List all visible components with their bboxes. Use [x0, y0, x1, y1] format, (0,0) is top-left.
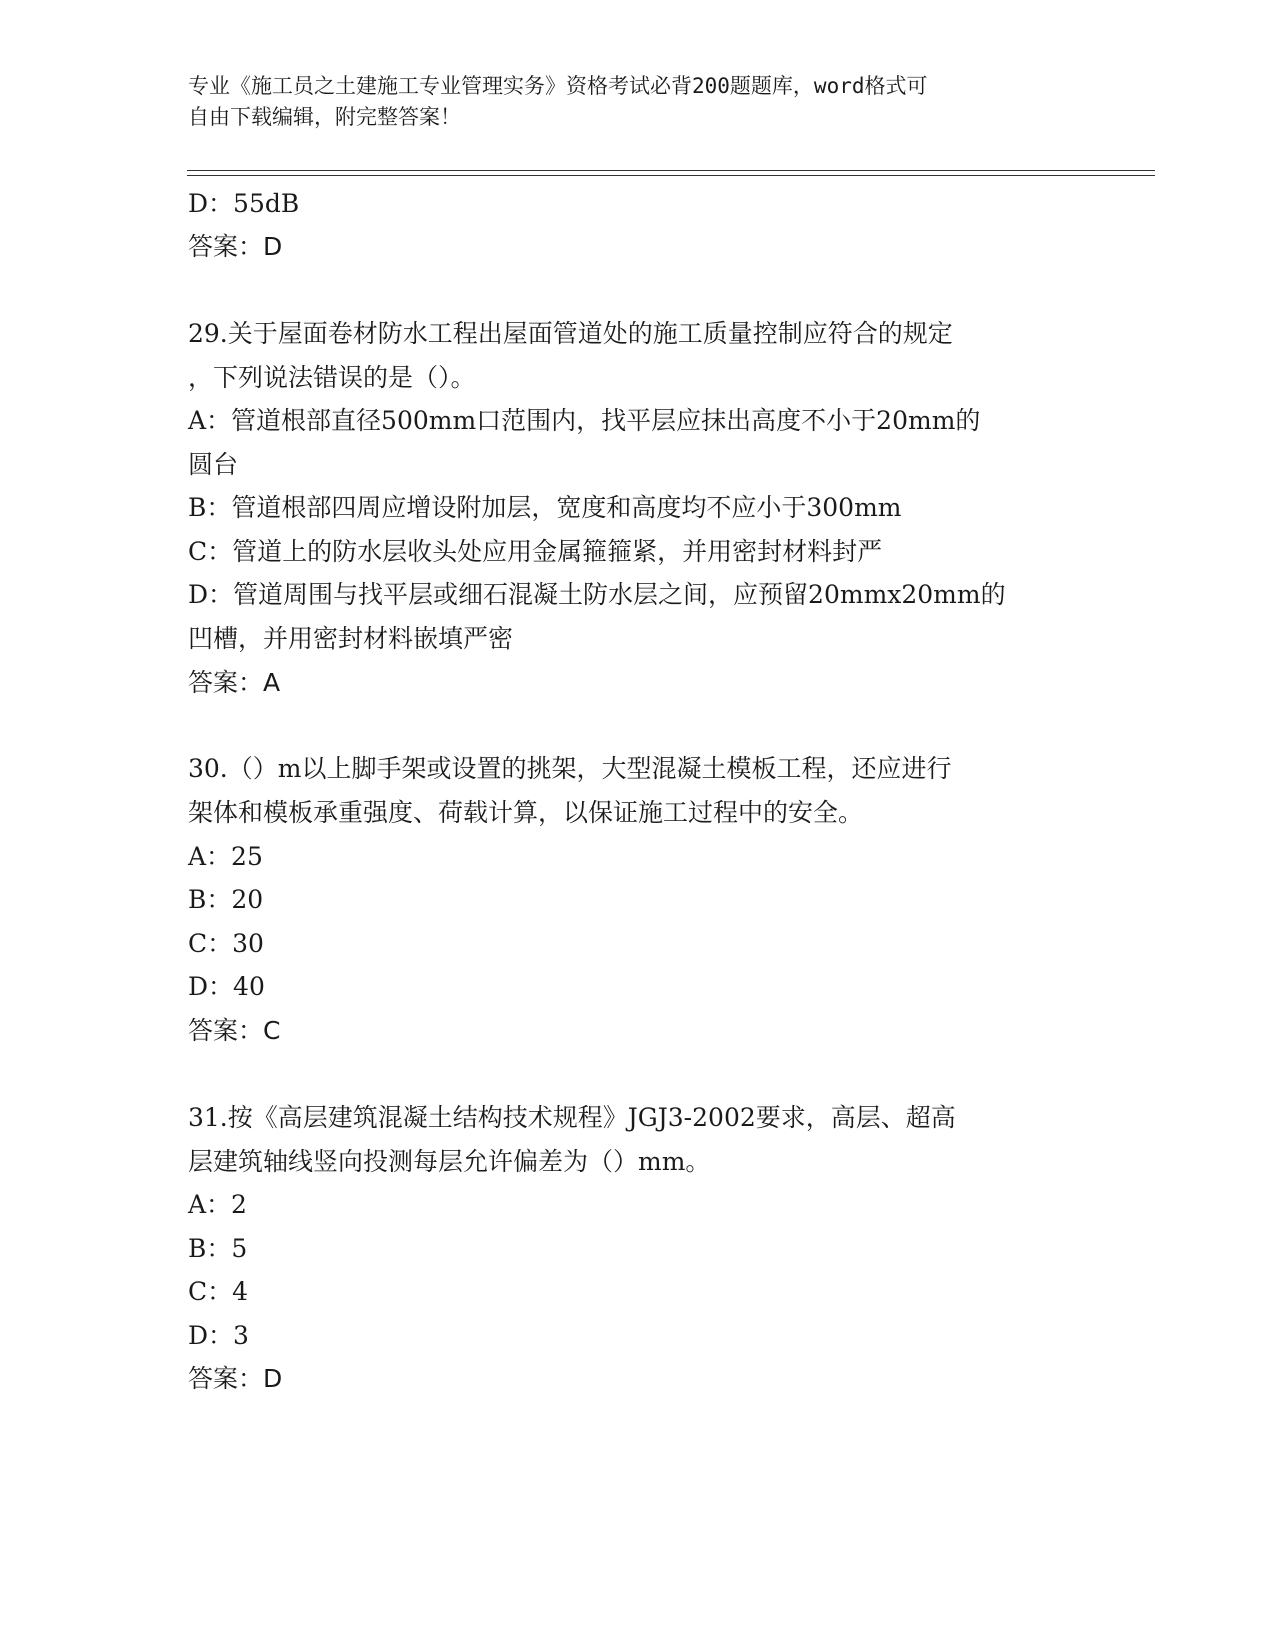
q30-answer: 答案：C — [188, 1016, 281, 1045]
q28-option-d: D：55dB — [188, 189, 300, 218]
q30-stem-line-1: 30.（）m以上脚手架或设置的挑架，大型混凝土模板工程，还应进行 — [188, 754, 952, 783]
q31-option-b: B：5 — [188, 1234, 248, 1263]
q30-option-b: B：20 — [188, 885, 264, 914]
header-divider-top — [187, 170, 1155, 171]
q30-option-c: C：30 — [188, 929, 264, 958]
q29-answer: 答案：A — [188, 668, 281, 697]
header-divider-bottom — [187, 175, 1155, 176]
q31-option-a: A：2 — [188, 1190, 247, 1219]
q29-stem-line-1: 29.关于屋面卷材防水工程出屋面管道处的施工质量控制应符合的规定 — [188, 319, 953, 348]
q31-option-d: D：3 — [188, 1321, 249, 1350]
q29-option-b: B：管道根部四周应增设附加层，宽度和高度均不应小于300mm — [188, 493, 902, 522]
q31-option-c: C：4 — [188, 1277, 249, 1306]
q31-stem-line-2: 层建筑轴线竖向投测每层允许偏差为（）mm。 — [188, 1147, 711, 1176]
q28-answer: 答案：D — [188, 232, 283, 261]
q29-option-d-line-2: 凹槽，并用密封材料嵌填严密 — [188, 624, 514, 653]
q30-option-a: A：25 — [188, 842, 263, 871]
q31-stem-line-1: 31.按《高层建筑混凝土结构技术规程》JGJ3-2002要求，高层、超高 — [188, 1103, 956, 1132]
header-line-1: 专业《施工员之土建施工专业管理实务》资格考试必背200题题库，word格式可 — [188, 74, 928, 98]
q29-option-d-line-1: D：管道周围与找平层或细石混凝土防水层之间，应预留20mmx20mm的 — [188, 580, 1006, 609]
q29-option-a-line-1: A：管道根部直径500mm口范围内，找平层应抹出高度不小于20mm的 — [188, 406, 981, 435]
header-line-2: 自由下载编辑，附完整答案！ — [188, 105, 461, 129]
q31-answer: 答案：D — [188, 1364, 283, 1393]
q29-stem-line-2: ，下列说法错误的是（）。 — [188, 363, 476, 392]
q30-option-d: D：40 — [188, 972, 265, 1001]
q30-stem-line-2: 架体和模板承重强度、荷载计算，以保证施工过程中的安全。 — [188, 798, 864, 827]
q29-option-c: C：管道上的防水层收头处应用金属箍箍紧，并用密封材料封严 — [188, 537, 883, 566]
q29-option-a-line-2: 圆台 — [188, 450, 239, 479]
